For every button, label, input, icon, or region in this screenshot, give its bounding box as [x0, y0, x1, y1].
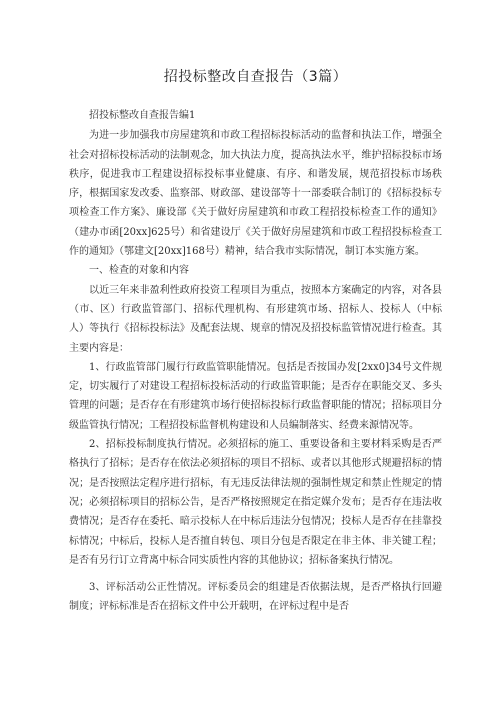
section-heading-1: 一、检查的对象和内容 — [89, 265, 189, 277]
paragraph-item-2: 2、招标投标制度执行情况。必须招标的施工、重要设备和主要材料采购是否严格执行了招标；是否存在依法必须招标的项目不招标、或者以其他形式规避招标的情况；是否按照法定程序进行招标，有无违反法律法规的强制性规定和禁止性规定的情况；必须招标项目的招标公告，是否严格按照规定在指定媒介发布；是否存在违法收费情况；是否存在委托、暗示投标人在中标后违法分包情况；投标人是否存在挂靠投标情况；中标后，投标人是否擅自转包、项目分包是否限定在非主体、非关键工程；是否有另行订立背离中标合同实质性内容的其他协议；招标备案执行情况。 — [69, 439, 442, 566]
document-body — [69, 106, 442, 617]
paragraph-intro: 为进一步加强我市房屋建筑和市政工程招标投标活动的监督和执法工作，增强全社会对招标投标活动的法制观念，加大执法力度，提高执法水平，维护招标投标市场秩序，促进我市工程建设招标投标事业健康、有序、和谐发展，规范招投标市场秩序，根据国家发改委、监察部、财政部、建设部等十一部委联合制订的《招标投标专项检查工作方案》、廉设部《关于做好房屋建筑和市政工程招投标检查工作的通知》（建办市函[20xx]625号）和省建设厅《关于做好房屋建筑和市政工程招投标检查工作的通知》（鄂建文[20xx]168号）精神，结合我市实际情况，制订本实施方案。 — [69, 130, 442, 258]
section-subtitle: 招投标整改自查报告编1 — [89, 110, 196, 121]
paragraph-item-3: 3、评标活动公正性情况。评标委员会的组建是否依据法规，是否严格执行回避制度；评标标准是否在招标文件中公开载明，在评标过程中是否 — [69, 582, 442, 613]
paragraph-scope: 以近三年来非盈利性政府投资工程项目为重点，按照本方案确定的内容，对各县（市、区）行政监管部门、招标代理机构、有形建筑市场、招标人、投标人（中标人）等执行《招标投标法》及配套法规、规章的情况及招投标监管情况进行检查。其主要内容是： — [69, 284, 442, 354]
page-title: 招投标整改自查报告（3篇） — [163, 69, 348, 85]
paragraph-item-1: 1、行政监管部门履行行政监管职能情况。包括是否按国办发[2xx0]34号文件规定，切实履行了对建设工程招标投标活动的行政监管职能；是否存在职能交叉、多头管理的问题；是否存在有形建筑市场行使招标投标行政监督职能的情况；招标项目分级监管执行情况；工程招投标监督机构建设和人员编制落实、经费来源情况等。 — [69, 361, 442, 431]
